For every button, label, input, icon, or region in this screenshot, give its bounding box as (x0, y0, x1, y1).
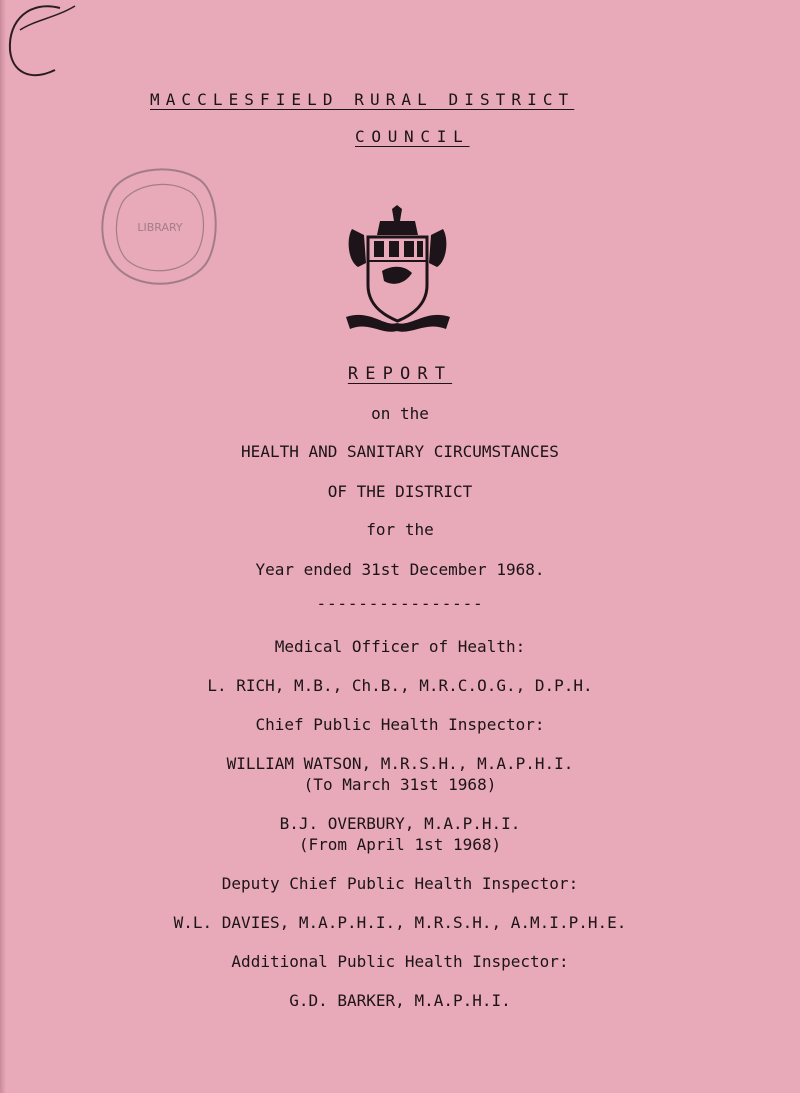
report-heading: REPORT (347, 364, 453, 384)
deputy-title: Deputy Chief Public Health Inspector: (221, 874, 579, 893)
for-the-text: for the (366, 520, 434, 539)
council-title: MACCLESFIELD RURAL DISTRICT (150, 90, 575, 109)
additional-title: Additional Public Health Inspector: (231, 952, 569, 971)
corner-scribble-icon (0, 0, 90, 90)
cphi-name-2: B.J. OVERBURY, M.A.P.H.I. (279, 814, 521, 833)
additional-name: G.D. BARKER, M.A.P.H.I. (289, 991, 511, 1010)
year-ended: Year ended 31st December 1968. (255, 560, 545, 579)
council-subtitle: COUNCIL (355, 127, 470, 146)
library-stamp-icon (90, 155, 230, 295)
moh-title: Medical Officer of Health: (274, 637, 526, 656)
deputy-name: W.L. DAVIES, M.A.P.H.I., M.R.S.H., A.M.I.P.H.E. (173, 913, 627, 932)
separator-line: ---------------- (316, 594, 484, 613)
cphi-name-1: WILLIAM WATSON, M.R.S.H., M.A.P.H.I. (226, 754, 574, 773)
of-the-district: OF THE DISTRICT (327, 482, 473, 501)
cphi-period-2: (From April 1st 1968) (298, 835, 502, 854)
report-subject: HEALTH AND SANITARY CIRCUMSTANCES (241, 442, 559, 461)
svg-text:LIBRARY: LIBRARY (137, 221, 183, 234)
on-the-text: on the (371, 404, 429, 423)
moh-name: L. RICH, M.B., Ch.B., M.R.C.O.G., D.P.H. (207, 676, 593, 695)
cphi-period-1: (To March 31st 1968) (303, 775, 497, 794)
coat-of-arms-icon (340, 205, 455, 335)
cphi-title: Chief Public Health Inspector: (255, 715, 545, 734)
